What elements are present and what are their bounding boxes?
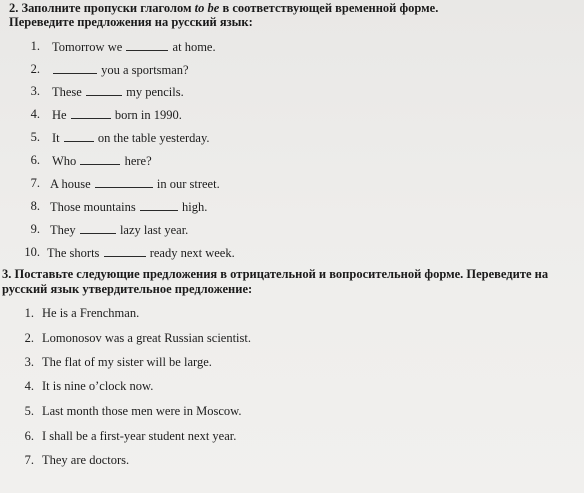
item-before: A house bbox=[50, 177, 91, 191]
item-number: 1. bbox=[30, 39, 40, 53]
item-after: at home. bbox=[172, 40, 216, 54]
item-text bbox=[52, 39, 216, 54]
item-text bbox=[52, 84, 184, 99]
answer-blank bbox=[80, 153, 120, 165]
answer-blank bbox=[71, 107, 111, 119]
item-before: The shorts bbox=[47, 246, 100, 260]
answer-blank bbox=[80, 222, 116, 234]
item-number: 1. bbox=[24, 306, 34, 320]
item-number: 3. bbox=[30, 84, 40, 98]
task2-title-suffix: в соответствующей временной форме. bbox=[219, 1, 439, 15]
item-after: on the table yesterday. bbox=[97, 131, 210, 145]
item-before: Those mountains bbox=[50, 200, 136, 214]
answer-blank bbox=[53, 62, 97, 74]
item-number: 2. bbox=[30, 62, 40, 76]
item-number: 4. bbox=[24, 379, 34, 393]
item-text: They are doctors. bbox=[42, 453, 130, 467]
item-before: Who bbox=[52, 154, 77, 168]
item-number: 10. bbox=[24, 245, 40, 259]
task3-title-line1: 3. Поставьте следующие предложения в отрицательной и вопросительной форме. Переведите на bbox=[2, 267, 549, 281]
item-number: 9. bbox=[30, 222, 40, 236]
item-text bbox=[50, 199, 207, 214]
item-after: in our street. bbox=[156, 177, 220, 191]
item-text: Last month those men were in Moscow. bbox=[42, 404, 242, 418]
item-number: 6. bbox=[30, 153, 40, 167]
item-text bbox=[52, 130, 210, 145]
item-number: 7. bbox=[30, 176, 40, 190]
item-text bbox=[52, 153, 152, 168]
item-text: The flat of my sister will be large. bbox=[42, 355, 212, 369]
answer-blank bbox=[95, 176, 153, 188]
answer-blank bbox=[140, 199, 178, 211]
item-after: ready next week. bbox=[149, 246, 235, 260]
task2-title-prefix: 2. Заполните пропуски глаголом bbox=[9, 1, 195, 15]
item-after: born in 1990. bbox=[114, 108, 182, 122]
item-text bbox=[50, 176, 220, 191]
answer-blank bbox=[86, 84, 122, 96]
item-text: Lomonosov was a great Russian scientist. bbox=[42, 331, 251, 345]
item-after: here? bbox=[124, 154, 152, 168]
item-number: 3. bbox=[24, 355, 34, 369]
item-number: 6. bbox=[24, 429, 34, 443]
item-after: you a sportsman? bbox=[101, 63, 189, 77]
item-after: lazy last year. bbox=[119, 223, 189, 237]
item-after: high. bbox=[182, 200, 208, 214]
item-before: These bbox=[52, 85, 82, 99]
item-number: 2. bbox=[24, 331, 34, 345]
item-text: I shall be a first-year student next year. bbox=[42, 429, 237, 443]
task2-title-italic: to be bbox=[194, 1, 220, 15]
answer-blank bbox=[64, 130, 94, 142]
item-before: He bbox=[52, 108, 67, 122]
item-number: 5. bbox=[24, 404, 34, 418]
answer-blank bbox=[126, 39, 168, 51]
item-before: Tomorrow we bbox=[52, 40, 123, 54]
item-before: They bbox=[50, 223, 76, 237]
item-number: 5. bbox=[30, 130, 40, 144]
item-text: It is nine o’clock now. bbox=[42, 379, 154, 393]
item-number: 7. bbox=[24, 453, 34, 467]
item-text bbox=[50, 222, 188, 237]
task3-title-line2: русский язык утвердительное предложение: bbox=[2, 282, 253, 296]
item-before: It bbox=[52, 131, 60, 145]
item-text bbox=[47, 245, 235, 260]
item-number: 4. bbox=[30, 107, 40, 121]
item-text: He is a Frenchman. bbox=[42, 306, 140, 320]
task2-subtitle: Переведите предложения на русский язык: bbox=[9, 15, 253, 29]
item-number: 8. bbox=[30, 199, 40, 213]
item-text bbox=[52, 107, 182, 122]
task2-title bbox=[9, 1, 438, 15]
answer-blank bbox=[104, 245, 146, 257]
item-after: my pencils. bbox=[126, 85, 184, 99]
item-text bbox=[52, 62, 189, 77]
